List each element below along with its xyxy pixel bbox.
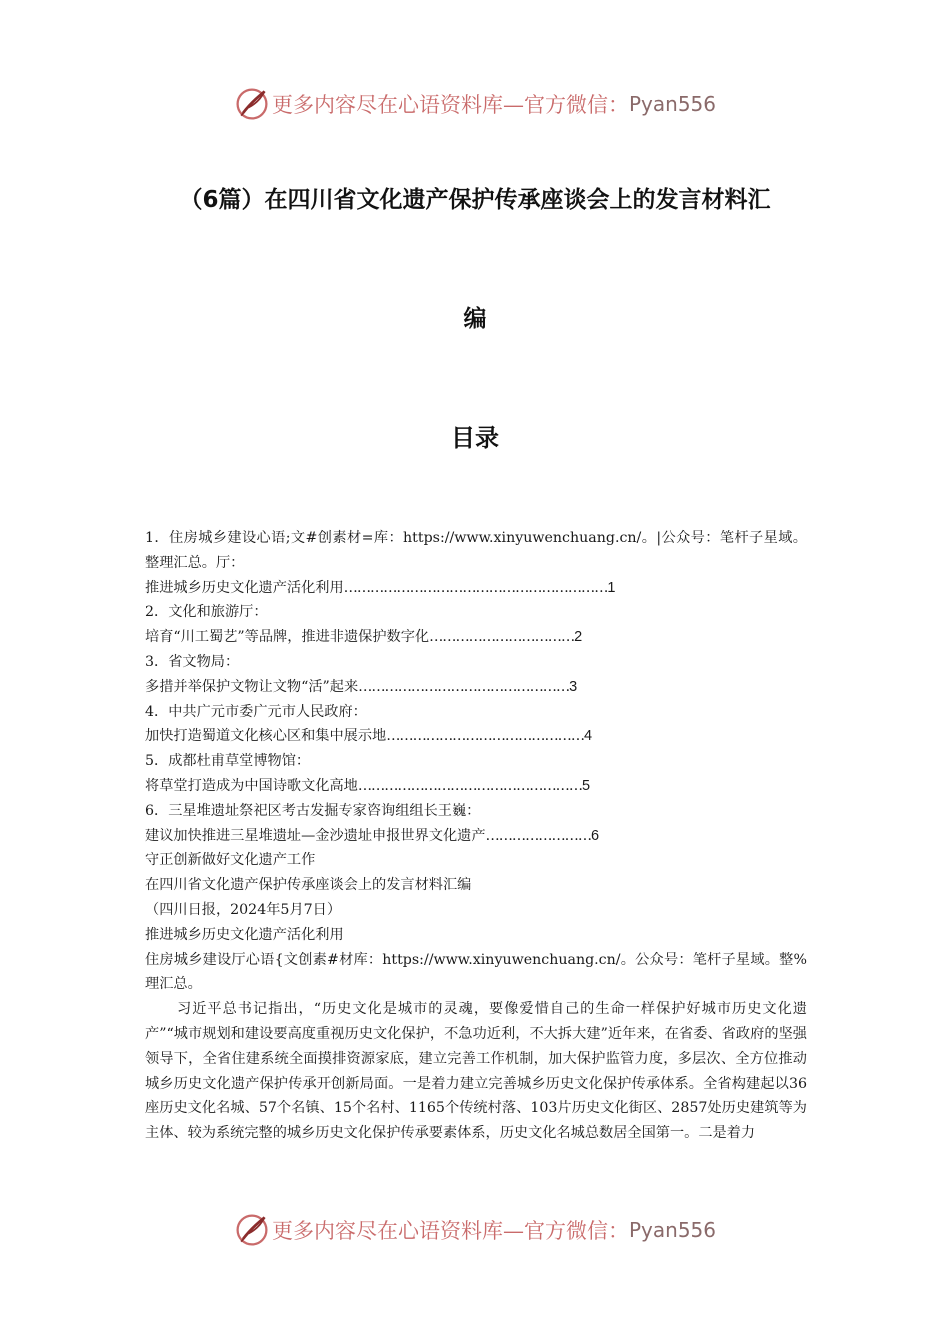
footer-banner	[0, 1210, 950, 1250]
document-title-continued: 编	[463, 306, 487, 332]
article-byline: 住房城乡建设厅心语{文创素#材库：https://www.xinyuwenchuang.cn/。公众号：笔杆子星域。整%理汇总。	[145, 951, 807, 993]
article-title: 推进城乡历史文化遗产活化利用	[145, 926, 344, 943]
toc-item-head: 3．省文物局：	[145, 653, 240, 670]
toc-leader: ………………………………………	[386, 728, 585, 745]
section-subtitle: 在四川省文化遗产保护传承座谈会上的发言材料汇编	[145, 877, 472, 894]
toc-list	[145, 526, 807, 848]
toc-leader: ……………………	[485, 827, 592, 844]
toc-entry[interactable]	[145, 625, 807, 650]
section-heading: 守正创新做好文化遗产工作	[145, 852, 316, 869]
toc-entry[interactable]	[145, 576, 807, 601]
toc-entry[interactable]	[145, 774, 807, 799]
toc-leader: ……………………………………………………	[343, 579, 608, 596]
toc-entry-title: 推进城乡历史文化遗产活化利用	[145, 579, 344, 596]
toc-entry-title: 培育“川工蜀艺”等品牌，推进非遗保护数字化	[145, 629, 430, 646]
toc-entry[interactable]	[145, 675, 807, 700]
toc-entry[interactable]	[145, 724, 807, 749]
header-banner	[0, 84, 950, 124]
toc-page-number: 3	[569, 678, 578, 695]
banner-text: 更多内容尽在心语资料库—官方微信：	[271, 1219, 629, 1243]
toc-page-number: 2	[574, 629, 583, 646]
toc-entry[interactable]	[145, 824, 807, 849]
document-body	[145, 526, 807, 1146]
banner-text: 更多内容尽在心语资料库—官方微信：	[271, 93, 629, 117]
document-title: （6篇）在四川省文化遗产保护传承座谈会上的发言材料汇	[179, 187, 771, 213]
toc-entry-title: 将草堂打造成为中国诗歌文化高地	[145, 777, 358, 794]
quill-logo-icon	[234, 86, 270, 122]
toc-item-head: 6．三星堆遗址祭祀区考古发掘专家咨询组组长王巍：	[145, 802, 481, 819]
toc-entry-title: 建议加快推进三星堆遗址—金沙遗址申报世界文化遗产	[145, 827, 486, 844]
banner-wechat-id: Pyan556	[628, 92, 716, 116]
article-paragraph: 习近平总书记指出，“历史文化是城市的灵魂，要像爱惜自己的生命一样保护好城市历史文化遗产”“城市规划和建设要高度重视历史文化保护，不急功近利，不大拆大建”近年来，在省委、省政府的坚强领导下，全省住建系统全面摸排资源家底，建立完善工作机制，加大保护监管力度，多层次、全方位推动城乡历史文化遗产保护传承开创新局面。一是着力建立完善城乡历史文化保护传承体系。全省构建起以36座历史文化名城、57个名镇、15个名村、1165个传统村落、103片历史文化街区、2857处历史建筑等为主体、较为系统完整的城乡历史文化保护传承要素体系，历史文化名城总数居全国第一。二是着力	[145, 1001, 807, 1142]
toc-leader: ……………………………	[429, 629, 575, 646]
source-line: （四川日报，2024年5月7日）	[145, 901, 342, 918]
toc-leader: …………………………………………	[358, 678, 570, 695]
toc-entry-title: 加快打造蜀道文化核心区和集中展示地	[145, 728, 387, 745]
toc-item-head: 2．文化和旅游厅：	[145, 604, 268, 621]
toc-item-head: 5．成都杜甫草堂博物馆：	[145, 753, 311, 770]
toc-entry-title: 多措并举保护文物让文物“活”起来	[145, 678, 359, 695]
toc-page-number: 4	[584, 728, 593, 745]
toc-leader: ……………………………………………	[357, 777, 583, 794]
toc-page-number: 5	[582, 777, 591, 794]
toc-item-head: 4．中共广元市委广元市人民政府：	[145, 703, 367, 720]
toc-item-head: 1．住房城乡建设心语;文#创素材=库：https://www.xinyuwenchuang.cn/。|公众号：笔杆子星域。整理汇总。厅：	[145, 530, 807, 571]
toc-page-number: 1	[607, 579, 616, 596]
toc-heading: 目录	[451, 424, 499, 452]
quill-logo-icon	[234, 1212, 270, 1248]
toc-page-number: 6	[591, 827, 600, 844]
banner-wechat-id: Pyan556	[628, 1218, 716, 1242]
